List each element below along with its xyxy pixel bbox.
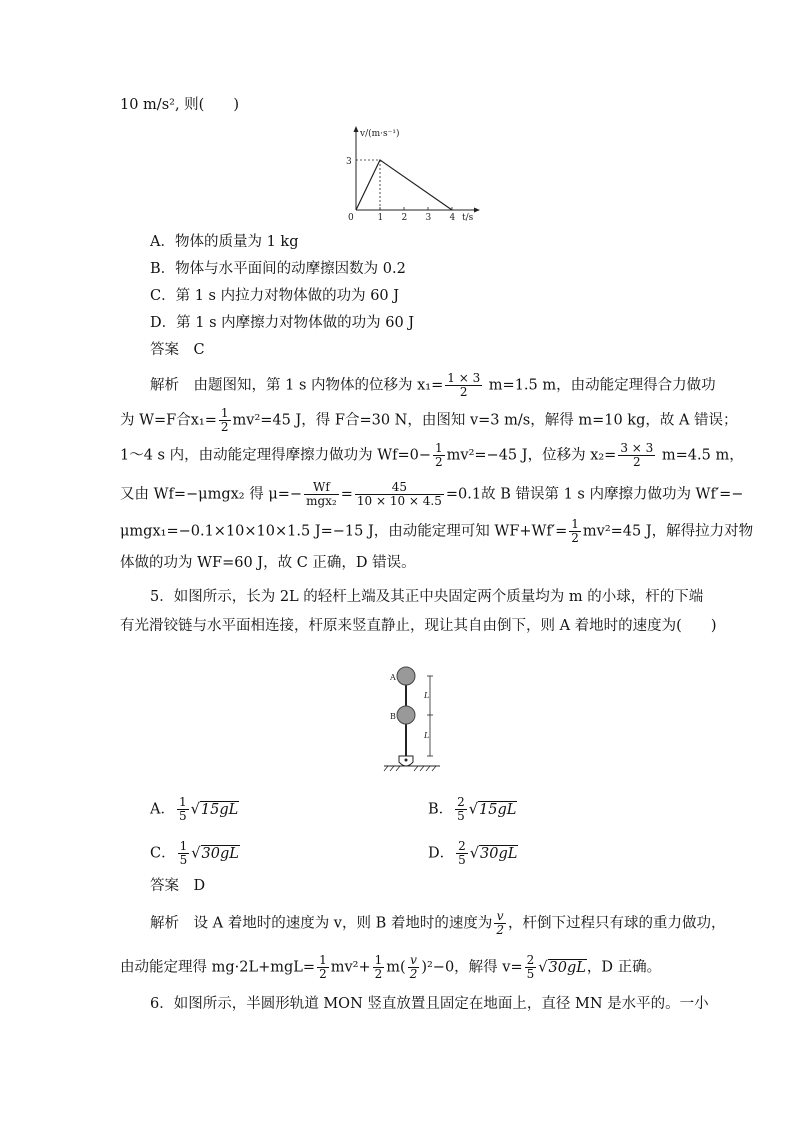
label-a: A: [390, 673, 396, 682]
q5-option-b: B． $\frac{2}{5}$ √15gL: [428, 795, 517, 823]
fraction: $\frac{3 \times 3}{2}$: [620, 441, 654, 469]
q4-option-b: B．物体与水平面间的动摩擦因数为 0.2: [150, 261, 406, 277]
fraction: $\frac{1}{2}$: [220, 406, 229, 434]
q5-stem-line-1: 5．如图所示，长为 2L 的轻杆上端及其正中央固定两个质量均为 m 的小球，杆的下端: [150, 589, 704, 605]
q4-analysis-line-3: 1～4 s 内，由动能定理得摩擦力做功为 Wf=0− $\frac{1}{2}$ mv²=−45 J，位移为 x₂= $\frac{3 \times 3}{2}$ m=4.5 m，: [120, 441, 744, 469]
y-tick-label: 3: [346, 157, 352, 167]
question-4-stem-end: 10 m/s², 则( ): [120, 97, 239, 113]
q4-analysis-line-4: 又由 Wf=−μmgx₂ 得 μ=− $\frac{Wf}{\text{mgx₂}}$ = $\frac{45}{10 \times 10 \times 4.5}$ =0.1故 B 错误第 1 s 内摩擦力做功为 Wf′=−: [120, 480, 744, 508]
velocity-line: [356, 160, 452, 210]
fraction: $\frac{45}{10 \times 10 \times 4.5}$: [356, 480, 442, 508]
q4-analysis-line-6: 体做的功为 WF=60 J，故 C 正确，D 错误。: [120, 555, 416, 571]
q4-analysis-line-1: 解析 由题图知，第 1 s 内物体的位移为 x₁= $\frac{1 \times 3}{2}$ m=1.5 m，由动能定理得合力做功: [150, 371, 716, 399]
ball-b: [397, 706, 415, 724]
velocity-time-graph: [336, 122, 486, 222]
fraction: $\frac{1}{2}$: [571, 517, 579, 545]
x-axis-label: t/s: [462, 213, 474, 222]
q4-analysis-line-5: μmgx₁=−0.1×10×10×1.5 J=−15 J，由动能定理可知 WF+Wf′= $\frac{1}{2}$ mv²=45 J，解得拉力对物: [120, 517, 754, 545]
q5-option-c: C． $\frac{1}{5}$ √30gL: [150, 839, 239, 867]
ball-a: [397, 667, 415, 685]
fraction: $\frac{1}{2}$: [435, 441, 443, 469]
q4-option-d: D．第 1 s 内摩擦力对物体做的功为 60 J: [150, 315, 415, 331]
y-axis-label: v/(m·s⁻¹): [360, 129, 400, 139]
x-tick-label: 4: [449, 213, 456, 222]
length-label-1: L: [424, 691, 430, 700]
x-tick-label: 0: [348, 213, 354, 222]
q4-answer: 答案 C: [150, 342, 205, 358]
x-tick-label: 1: [377, 213, 384, 222]
length-label-2: L: [424, 731, 430, 740]
q5-analysis-line-2: 由动能定理得 mg·2L+mgL= $\frac{1}{2}$ mv²+ $\frac{1}{2}$ m( $\frac{v}{2}$ )²−0，解得 v= $\frac{2}{5}$ √30gL，D 正确。: [120, 953, 662, 981]
q5-analysis-line-1: 解析 设 A 着地时的速度为 v，则 B 着地时的速度为 $\frac{v}{2}$ ，杆倒下过程只有球的重力做功，: [150, 909, 726, 937]
q5-option-d: D． $\frac{2}{5}$ √30gL: [428, 839, 518, 867]
q5-answer: 答案 D: [150, 878, 206, 894]
q5-option-a: A． $\frac{1}{5}$ √15gL: [150, 795, 239, 823]
q6-stem: 6．如图所示，半圆形轨道 MON 竖直放置且固定在地面上，直径 MN 是水平的。一小: [150, 996, 709, 1012]
rod-figure: [380, 660, 450, 780]
q4-option-c: C．第 1 s 内拉力对物体做的功为 60 J: [150, 288, 400, 304]
label-b: B: [390, 712, 396, 721]
q5-stem-line-2: 有光滑铰链与水平面相连接，杆原来竖直静止，现让其自由倒下，则 A 着地时的速度为( ): [120, 618, 717, 634]
fraction: $\frac{Wf}{\text{mgx₂}}$: [306, 480, 337, 508]
fraction: $\frac{1 \times 3}{2}$: [447, 371, 481, 399]
x-tick-label: 2: [401, 213, 408, 222]
q4-option-a: A．物体的质量为 1 kg: [150, 234, 299, 250]
q4-analysis-line-2: 为 W=F合x₁= $\frac{1}{2}$ mv²=45 J，得 F合=30 N，由图知 v=3 m/s，解得 m=10 kg，故 A 错误；: [120, 406, 738, 434]
x-tick-label: 3: [425, 213, 432, 222]
